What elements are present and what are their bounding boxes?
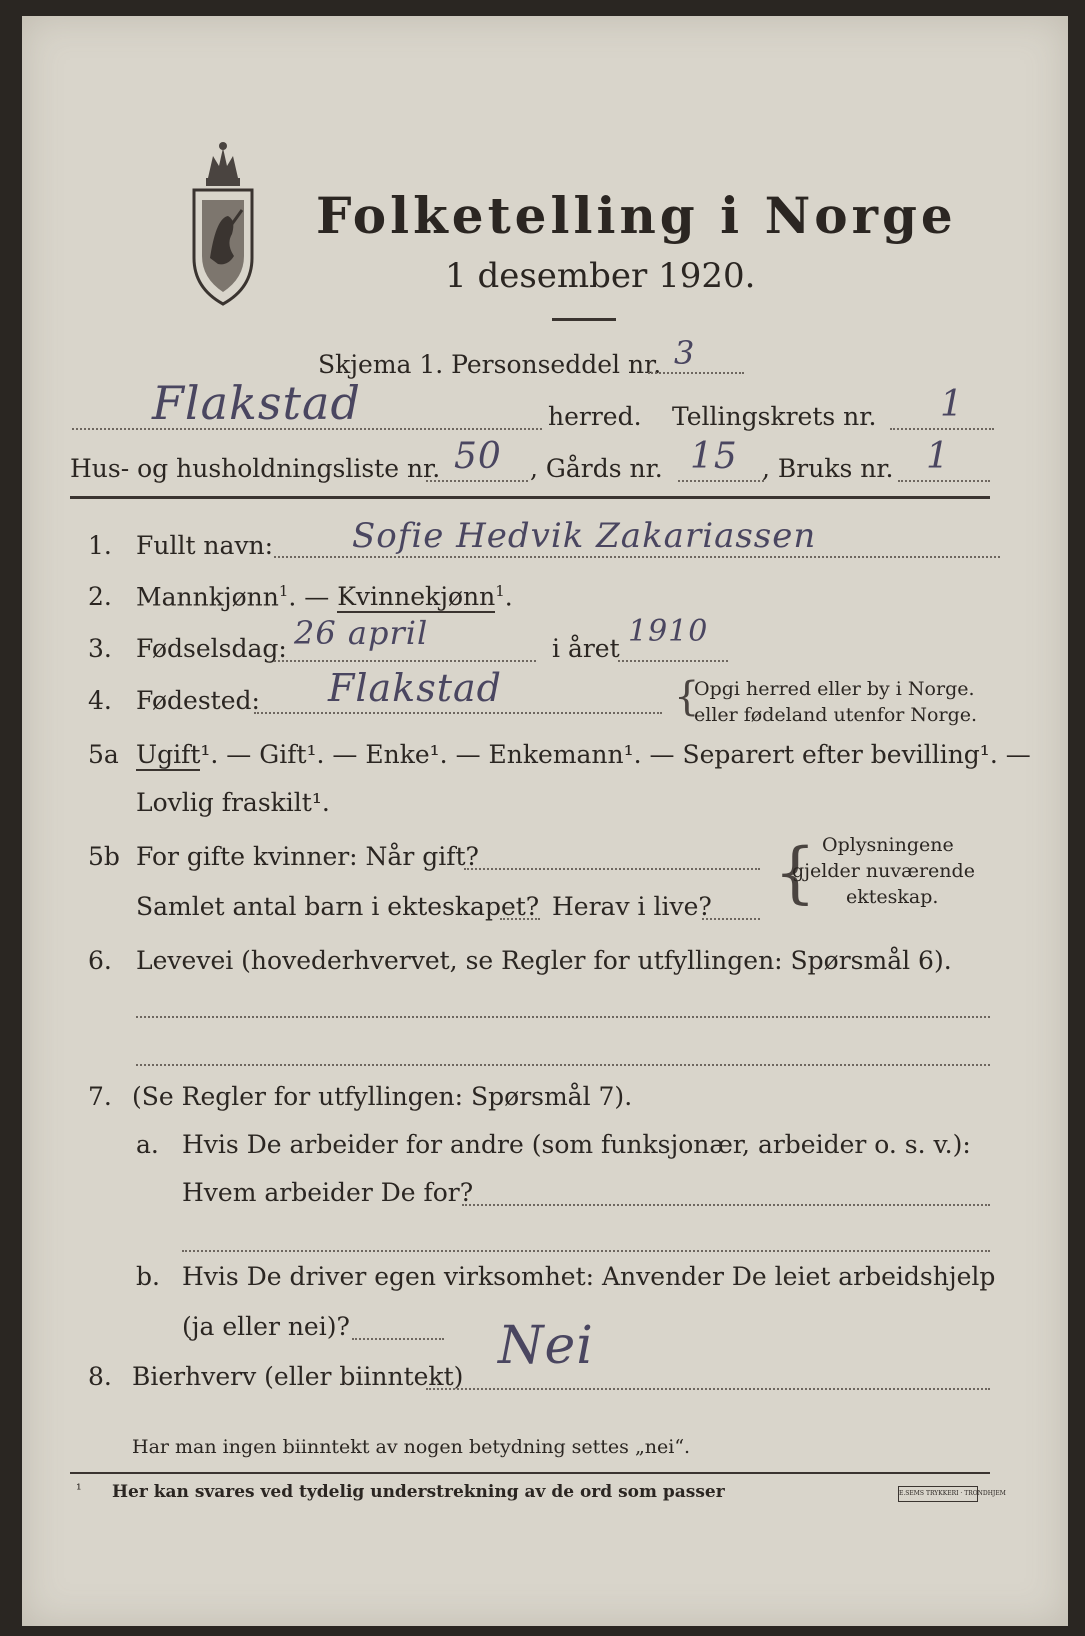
bottom-note: Har man ingen biinntekt av nogen betydning settes „nei“. [132, 1436, 691, 1458]
q1-line [274, 556, 1000, 558]
census-form-sheet [22, 16, 1068, 1626]
personseddel-value: 3 [674, 334, 696, 372]
q3-year-line [618, 660, 728, 662]
q7b-yesno-line [352, 1338, 444, 1340]
q4-number: 4. [88, 686, 112, 715]
q4-note-line1: Opgi herred eller by i Norge. [694, 678, 975, 700]
bruks-line [898, 480, 990, 482]
q3-year-label: i året [552, 634, 620, 663]
norwegian-lion-crest-icon [188, 138, 258, 308]
gards-line [678, 480, 764, 482]
q3-label: Fødselsdag: [136, 634, 287, 663]
q5a-other-options: ¹. — Gift¹. — Enke¹. — Enkemann¹. — Separert efter bevilling¹. — [200, 740, 1031, 769]
birthplace-value: Flakstad [328, 666, 502, 710]
q2-end: . [504, 582, 513, 612]
footnote-text: Her kan svares ved tydelig understrekning av de ord som passer [112, 1482, 725, 1502]
q5b-married-line [464, 868, 760, 870]
birthdate-value: 26 april [294, 614, 429, 652]
q5b-note-line1: Oplysningene [822, 834, 954, 856]
q7-label: (Se Regler for utfyllingen: Spørsmål 7). [132, 1082, 633, 1111]
q2-number: 2. [88, 582, 112, 611]
printer-stamp: E.SEMS TRYKKERI · TRONDHJEM [898, 1486, 978, 1502]
q3-line [274, 660, 536, 662]
header-divider [70, 496, 990, 499]
biinntekt-value: Nei [498, 1316, 594, 1376]
gards-label: , Gårds nr. [530, 454, 663, 483]
option-ugift: Ugift [136, 740, 201, 769]
option-kvinnekjonn: Kvinnekjønn [337, 582, 496, 612]
husholdning-label: Hus- og husholdningsliste nr. [70, 454, 441, 483]
q1-label: Fullt navn: [136, 531, 274, 560]
birthyear-value: 1910 [628, 614, 709, 649]
q6-label: Levevei (hovederhvervet, se Regler for utfyllingen: Spørsmål 6). [136, 946, 952, 975]
q8-number: 8. [88, 1362, 112, 1391]
husholdning-value: 50 [454, 436, 502, 477]
title-divider [552, 318, 616, 321]
q8-label: Bierhverv (eller biinntekt) [132, 1362, 464, 1391]
q6-line1 [136, 1016, 990, 1018]
q5b-alive-line [702, 918, 760, 920]
tellingskrets-line [890, 428, 994, 430]
option-mannkjonn: Mannkjønn [136, 582, 279, 612]
footnote-divider [70, 1472, 990, 1474]
q3-number: 3. [88, 634, 112, 663]
gards-value: 15 [690, 436, 738, 477]
q5a-number: 5a [88, 740, 119, 769]
q7b-yesno-label: (ja eller nei)? [182, 1312, 350, 1341]
q4-label: Fødested: [136, 686, 260, 715]
husholdning-line [426, 480, 528, 482]
q1-number: 1. [88, 531, 112, 560]
q7b-letter: b. [136, 1262, 160, 1291]
q4-note-line2: eller fødeland utenfor Norge. [694, 704, 978, 726]
q7a-employer-line [462, 1204, 990, 1206]
form-subtitle: 1 desember 1920. [445, 256, 756, 296]
q5b-alive-label: Herav i live? [552, 892, 712, 921]
footnote-mark: ¹ [76, 1482, 82, 1498]
bruks-value: 1 [926, 436, 950, 477]
q6-line2 [136, 1064, 990, 1066]
form-title: Folketelling i Norge [316, 186, 957, 245]
q7a-employer-label: Hvem arbeider De for? [182, 1178, 474, 1207]
q4-line [254, 712, 662, 714]
herred-line [72, 428, 542, 430]
q7a-extra-line [182, 1250, 990, 1252]
q5b-married-label: For gifte kvinner: Når gift? [136, 842, 479, 871]
q2-separator: . — [288, 582, 338, 612]
q6-number: 6. [88, 946, 112, 975]
personseddel-line [648, 372, 744, 374]
q4-brace: { [674, 674, 700, 720]
q7a-question: Hvis De arbeider for andre (som funksjonær, arbeider o. s. v.): [182, 1130, 971, 1159]
q5b-children-line [500, 918, 540, 920]
q5b-brace: { [774, 834, 816, 911]
q2-options: Mannkjønn$^1$. — Kvinnekjønn$^1$. [136, 582, 513, 612]
q7-number: 7. [88, 1082, 112, 1111]
bruks-label: , Bruks nr. [762, 454, 894, 483]
herred-value: Flakstad [152, 376, 361, 430]
tellingskrets-label: Tellingskrets nr. [672, 402, 877, 431]
q5b-note-line3: ekteskap. [846, 886, 939, 908]
q7a-letter: a. [136, 1130, 159, 1159]
q8-line [426, 1388, 990, 1390]
q5b-number: 5b [88, 842, 120, 871]
tellingskrets-value: 1 [940, 384, 964, 425]
full-name-value: Sofie Hedvik Zakariassen [352, 516, 817, 556]
herred-label: herred. [548, 402, 642, 431]
q5a-line2: Lovlig fraskilt¹. [136, 788, 330, 817]
skjema-label: Skjema 1. Personseddel nr. [318, 350, 662, 379]
q5b-note-line2: gjelder nuværende [792, 860, 975, 882]
q7b-question: Hvis De driver egen virksomhet: Anvender De leiet arbeidshjelp [182, 1262, 996, 1291]
q5b-children-label: Samlet antal barn i ekteskapet? [136, 892, 540, 921]
q5a-options [136, 740, 1031, 769]
